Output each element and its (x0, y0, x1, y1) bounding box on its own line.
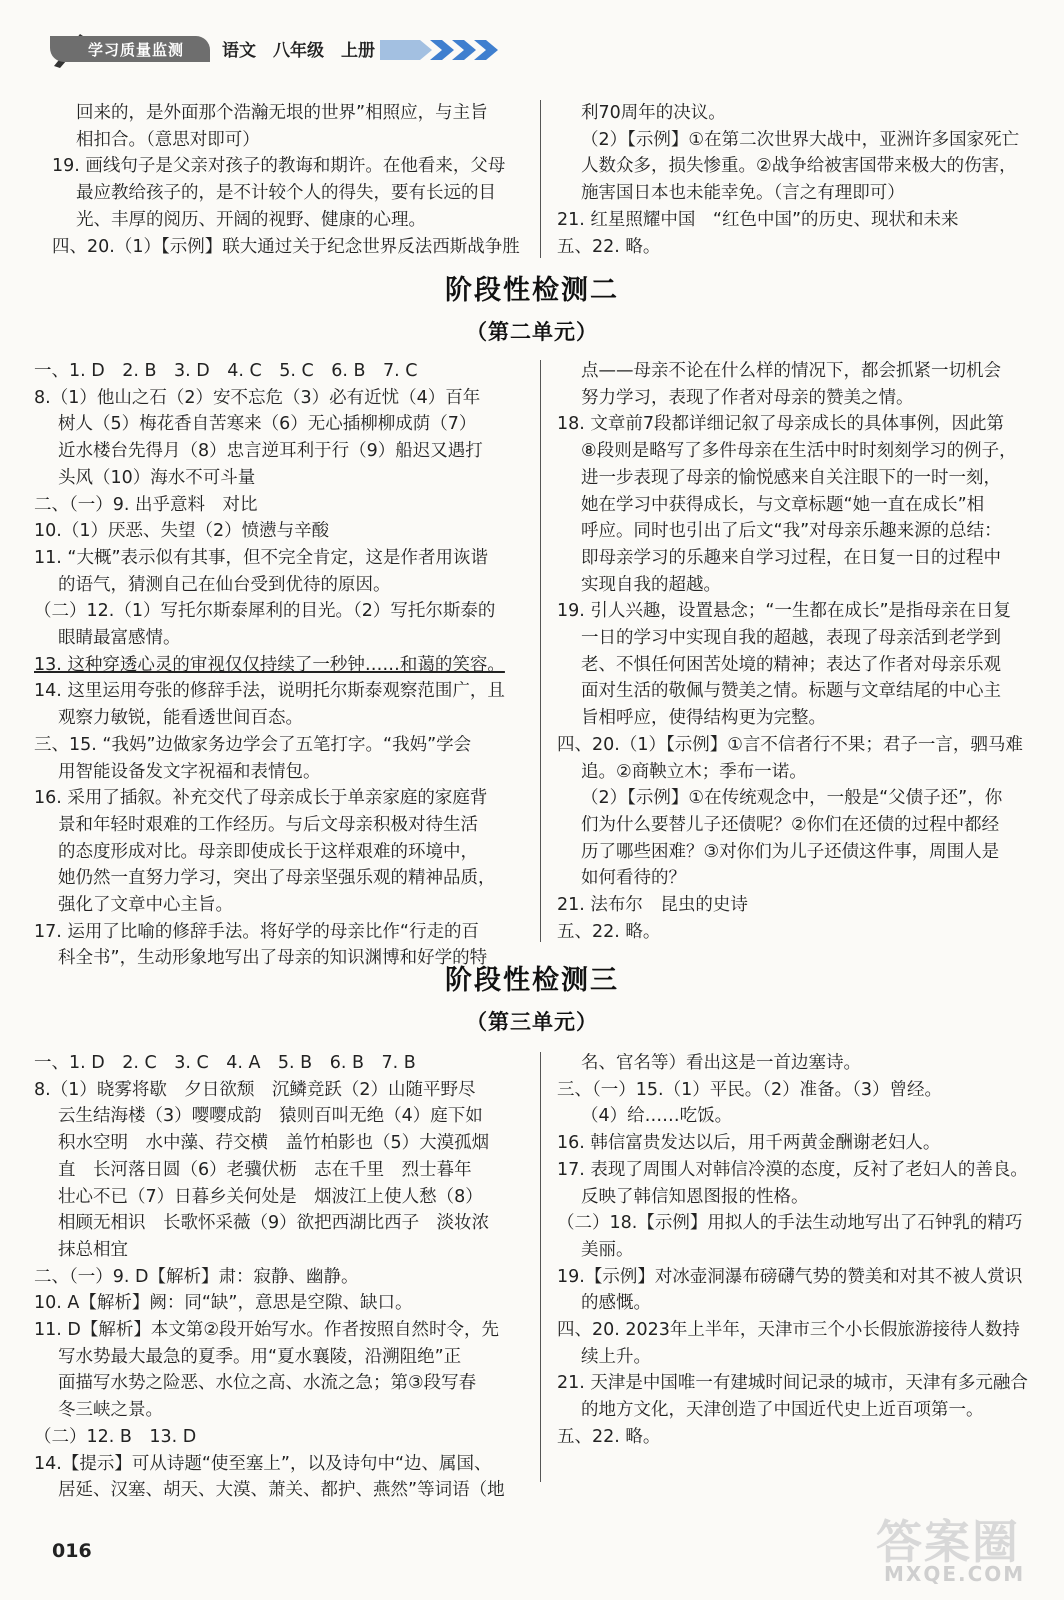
answer-line: 一、1. D 2. C 3. C 4. A 5. B 6. B 7. B (34, 1053, 416, 1073)
answer-line: 景和年轻时艰难的工作经历。与后文母亲积极对待生活 (58, 814, 478, 835)
answer-line: 三、（一）15.（1）平民。（2）准备。（3）曾经。 (557, 1079, 942, 1100)
answer-line: 冬三峡之景。 (58, 1400, 163, 1421)
answer-line: 壮心不已（7）日暮乡关何处是 烟波江上使人愁（8） (58, 1186, 483, 1207)
column-divider (540, 100, 541, 258)
answer-line: 们为什么要替儿子还债呢？②你们在还债的过程中都经 (581, 814, 1000, 835)
answer-line: 反映了韩信知恩图报的性格。 (581, 1186, 809, 1207)
answer-line: 19. 引人兴趣，设置悬念；“一生都在成长”是指母亲在日复 (557, 601, 1012, 622)
watermark (870, 1500, 1040, 1590)
answer-line: 面描写水势之险恶、水位之高、水流之急；第③段写春 (58, 1373, 477, 1394)
top-right-column (557, 100, 1037, 260)
answer-line: 11. D【解析】本文第②段开始写水。作者按照自然时令，先 (34, 1320, 500, 1341)
answer-line: （2）【示例】①在第二次世界大战中，亚洲许多国家死亡 (581, 129, 1020, 150)
answer-line: 五、22. 略。 (557, 236, 661, 257)
answer-line: 施害国日本也未能幸免。（言之有理即可） (581, 183, 905, 204)
section2-left-column (34, 358, 529, 972)
answer-line: 光、丰厚的阅历、开阔的视野、健康的心理。 (76, 209, 426, 230)
section2-right-column (557, 358, 1037, 945)
answer-line: 21. 法布尔 昆虫的史诗 (557, 895, 748, 916)
chevron-arrows-icon (380, 36, 500, 64)
answer-line: 11. “大概”表示似有其事，但不完全肯定，这是作者用诙谐 (34, 547, 489, 568)
column-divider (540, 1052, 541, 1482)
watermark-brand: 答案圈 (876, 1515, 1020, 1569)
answer-line: 老、不惧任何困苦处境的精神；表达了作者对母亲乐观 (581, 654, 1001, 675)
answer-line: （二）18.【示例】用拟人的手法生动地写出了石钟乳的精巧 (557, 1213, 1023, 1234)
answer-line: 积水空明 水中藻、荇交横 盖竹柏影也（5）大漠孤烟 (58, 1133, 490, 1154)
answer-line: 进一步表现了母亲的愉悦感来自关注眼下的一时一刻， (581, 467, 1001, 488)
answer-line: 居延、汉塞、胡天、大漠、萧关、都护、燕然”等词语（地 (58, 1480, 505, 1501)
section-subtitle: （第二单元） (466, 320, 598, 344)
answer-line: 努力学习，表现了作者对母亲的赞美之情。 (581, 387, 914, 408)
answer-line: 面对生活的敬佩与赞美之情。标题与文章结尾的中心主 (581, 681, 1001, 702)
column-divider (540, 360, 541, 942)
answer-line: 近水楼台先得月（8）忠言逆耳利于行（9）船迟又遇打 (58, 441, 483, 462)
answer-line: 用智能设备发文字祝福和表情包。 (58, 761, 321, 782)
watermark-url: MXQE.COM (884, 1562, 1026, 1586)
answer-line: 16. 采用了插叙。补充交代了母亲成长于单亲家庭的家庭背 (34, 788, 488, 809)
answer-line: 19. 画线句子是父亲对孩子的教诲和期许。在他看来，父母 (52, 156, 506, 177)
answer-line: （4）给……吃饭。 (581, 1106, 733, 1127)
answer-line: 一、1. D 2. B 3. D 4. C 5. C 6. B 7. C (34, 361, 418, 381)
page-header (50, 30, 470, 70)
answer-line: 17. 运用了比喻的修辞手法。将好学的母亲比作“行走的百 (34, 921, 479, 942)
answer-line: 8.（1）晓雾将歇 夕日欲颓 沉鳞竞跃（2）山随平野尽 (34, 1079, 476, 1100)
answer-line: 强化了文章中心主旨。 (58, 895, 233, 916)
section-title: 阶段性检测二 (445, 275, 619, 306)
answer-line: 14. 这里运用夸张的修辞手法，说明托尔斯泰观察范围广，且 (34, 681, 505, 702)
answer-line: 直 长河落日圆（6）老骥伏枥 志在千里 烈士暮年 (58, 1159, 472, 1180)
answer-line: 的地方文化，天津创造了中国近代史上近百项第一。 (581, 1400, 984, 1421)
answer-line: 观察力敏锐，能看透世间百态。 (58, 708, 303, 729)
top-left-column (52, 100, 522, 260)
answer-line-underlined: 13. 这种穿透心灵的审视仅仅持续了一秒钟……和蔼的笑容。 (34, 654, 505, 675)
answer-line: 回来的，是外面那个浩瀚无垠的世界”相照应，与主旨 (76, 103, 488, 123)
answer-line: 18. 文章前7段都详细记叙了母亲成长的具体事例，因此第 (557, 414, 1005, 435)
answer-line: 历了哪些困难？③对你们为儿子还债这件事，周围人是 (581, 841, 1000, 862)
answer-line: 写水势最大最急的夏季。用“夏水襄陵，沿溯阻绝”正 (58, 1346, 462, 1367)
answer-line: （2）【示例】①在传统观念中，一般是“父债子还”，你 (581, 788, 1003, 809)
answer-line: 17. 表现了周围人对韩信冷漠的态度，反衬了老妇人的善良。 (557, 1159, 1028, 1180)
answer-line: 科全书”，生动形象地写出了母亲的知识渊博和好学的特 (58, 948, 488, 969)
answer-line: 云生结海楼（3）嘤嘤成韵 猿则百叫无绝（4）庭下如 (58, 1106, 483, 1127)
answer-line: 人数众多，损失惨重。②战争给被害国带来极大的伤害， (581, 156, 1017, 177)
answer-line: 旨相呼应，使得结构更为完整。 (581, 708, 826, 729)
answer-line: 16. 韩信富贵发达以后，用千两黄金酬谢老妇人。 (557, 1133, 941, 1154)
answer-line: 她在学习中获得成长，与文章标题“她一直在成长”相 (581, 494, 985, 515)
answer-line: 实现自我的超越。 (581, 574, 721, 595)
series-title: 学习质量监测 (88, 41, 185, 59)
section3-right-column (557, 1050, 1037, 1451)
answer-line: 头风（10）海水不可斗量 (58, 467, 256, 488)
section3-left-column (34, 1050, 529, 1504)
answer-line: 的态度形成对比。母亲即使成长于这样艰难的环境中， (58, 841, 478, 862)
subject-label: 语文 八年级 上册 (222, 41, 375, 61)
answer-line: 名、官名等）看出这是一首边塞诗。 (581, 1053, 861, 1073)
answer-line: 美丽。 (581, 1239, 634, 1260)
answer-line: 的感慨。 (581, 1293, 651, 1314)
answer-line: 相顾无相识 长歌怀采薇（9）欲把西湖比西子 淡妆浓 (58, 1213, 490, 1234)
section-subtitle: （第三单元） (466, 1010, 598, 1034)
answer-line: 五、22. 略。 (557, 921, 661, 942)
answer-line: 呼应。同时也引出了后文“我”对母亲乐趣来源的总结： (581, 521, 1002, 542)
answer-line: 8.（1）他山之石（2）安不忘危（3）必有近忧（4）百年 (34, 387, 481, 408)
answer-line: 19.【示例】对冰壶洞瀑布磅礴气势的赞美和对其不被人赏识 (557, 1266, 1023, 1287)
answer-line: 眼睛最富感情。 (58, 628, 181, 649)
answer-line: ⑧段则是略写了多件母亲在生活中时时刻刻学习的例子， (581, 441, 1017, 462)
answer-line: 二、（一）9. 出乎意料 对比 (34, 494, 258, 515)
answer-line: 的语气，猜测自己在仙台受到优待的原因。 (58, 574, 391, 595)
answer-line: 即母亲学习的乐趣来自学习过程，在日复一日的过程中 (581, 547, 1001, 568)
answer-line: 树人（5）梅花香自苦寒来（6）无心插柳柳成荫（7） (58, 414, 477, 435)
page-number: 016 (52, 1540, 92, 1562)
section-title: 阶段性检测三 (445, 965, 619, 996)
answer-line: 相扣合。（意思对即可） (76, 129, 260, 150)
answer-line: 四、20.（1）【示例】联大通过关于纪念世界反法西斯战争胜 (52, 236, 520, 257)
answer-line: 点——母亲不论在什么样的情况下，都会抓紧一切机会 (581, 361, 1001, 381)
answer-line: （二）12. B 13. D (34, 1426, 197, 1447)
answer-line: 四、20.（1）【示例】①言不信者行不果；君子一言，驷马难 (557, 734, 1023, 755)
answer-line: 三、15. “我妈”边做家务边学会了五笔打字。“我妈”学会 (34, 734, 472, 755)
answer-line: 最应教给孩子的，是不计较个人的得失，要有长远的目 (76, 183, 496, 204)
answer-line: 利70周年的决议。 (581, 103, 726, 123)
answer-line: 二、（一）9. D【解析】肃：寂静、幽静。 (34, 1266, 359, 1287)
answer-line: 10. A【解析】阙：同“缺”，意思是空隙、缺口。 (34, 1293, 413, 1314)
answer-line: 14.【提示】可从诗题“使至塞上”，以及诗句中“边、属国、 (34, 1453, 492, 1474)
answer-line: 21. 天津是中国唯一有建城时间记录的城市，天津有多元融合 (557, 1373, 1028, 1394)
answer-line: 续上升。 (581, 1346, 651, 1367)
answer-line: 五、22. 略。 (557, 1426, 661, 1447)
answer-line: 如何看待的？ (581, 868, 686, 889)
answer-line: 抹总相宜 (58, 1239, 128, 1260)
answer-line: 四、20. 2023年上半年，天津市三个小长假旅游接待人数持 (557, 1320, 1020, 1341)
answer-line: 21. 红星照耀中国 “红色中国”的历史、现状和未来 (557, 209, 959, 230)
answer-line: （二）12.（1）写托尔斯泰犀利的目光。（2）写托尔斯泰的 (34, 601, 496, 622)
answer-line: 追。②商鞅立木；季布一诺。 (581, 761, 807, 782)
answer-line: 一日的学习中实现自我的超越，表现了母亲活到老学到 (581, 628, 1001, 649)
answer-line: 她仍然一直努力学习，突出了母亲坚强乐观的精神品质， (58, 868, 496, 889)
answer-line: 10.（1）厌恶、失望（2）愤懑与辛酸 (34, 521, 330, 542)
